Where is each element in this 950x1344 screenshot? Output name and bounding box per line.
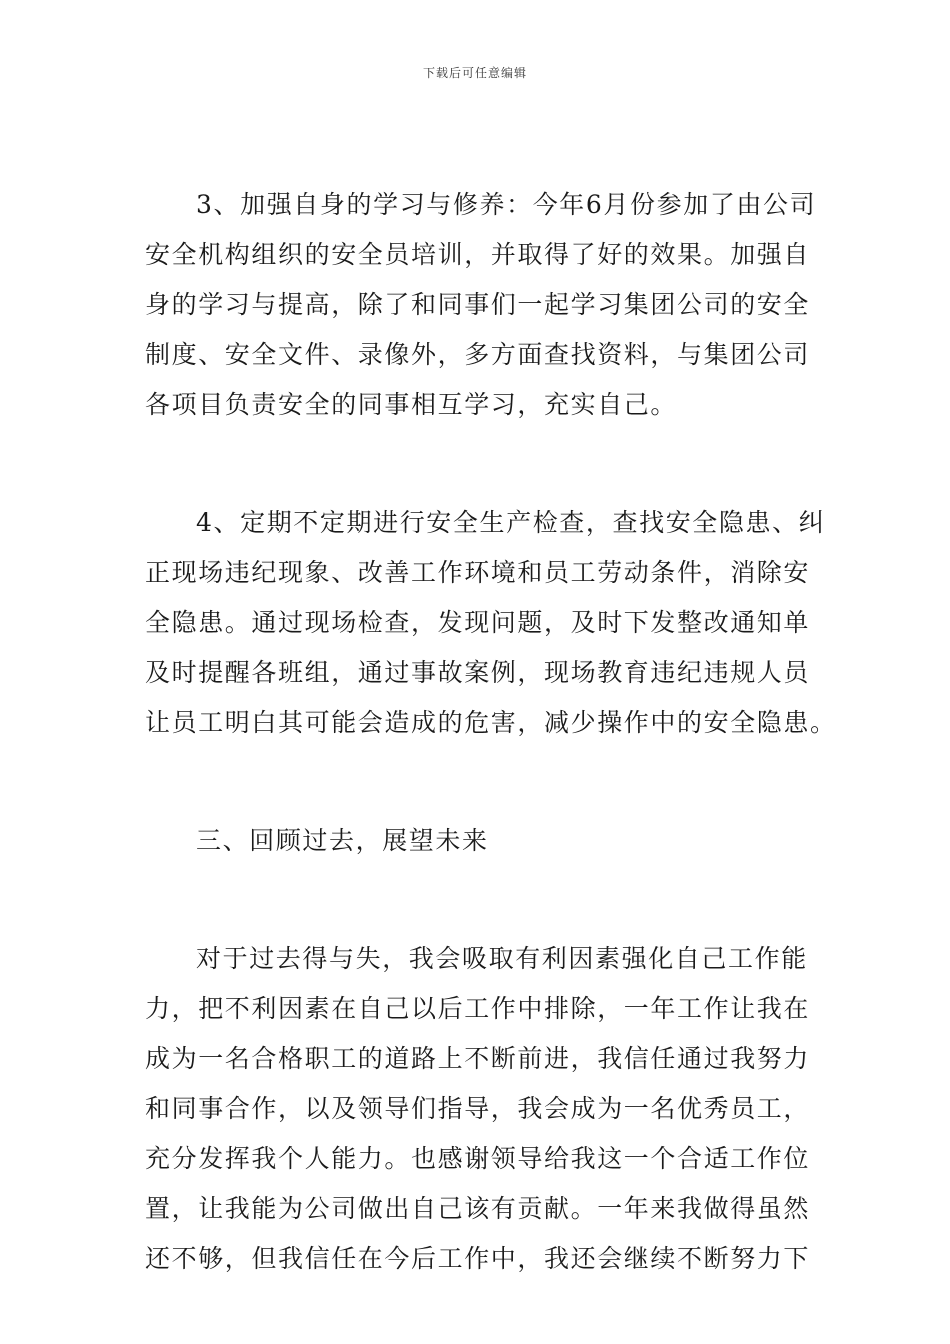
paragraph-self-study [145,180,817,430]
paragraph-line: 全隐患。通过现场检查，发现问题，及时下发整改通知单 [145,608,811,637]
paragraph-line: 安全机构组织的安全员培训，并取得了好的效果。加强自 [145,240,811,269]
paragraph-line: 置，让我能为公司做出自己该有贡献。一年来我做得虽然 [145,1194,811,1223]
page-header: 下载后可任意编辑 [422,66,527,80]
paragraph-line: 3、加强自身的学习与修养：今年6月份参加了由公司 [196,190,817,219]
paragraph-line: 4、定期不定期进行安全生产检查，查找安全隐患、纠 [196,508,826,537]
section-heading-text: 三、回顾过去，展望未来 [196,826,489,855]
paragraph-line: 身的学习与提高，除了和同事们一起学习集团公司的安全 [145,290,811,319]
paragraph-line: 充分发挥我个人能力。也感谢领导给我这一个合适工作位 [145,1144,811,1173]
paragraph-line: 对于过去得与失，我会吸取有利因素强化自己工作能 [196,944,808,973]
section-heading [145,816,810,866]
paragraph-line: 和同事合作，以及领导们指导，我会成为一名优秀员工， [145,1094,811,1123]
document-body [145,180,837,1284]
paragraph-line: 正现场违纪现象、改善工作环境和员工劳动条件，消除安 [145,558,811,587]
paragraph-line: 力，把不利因素在自己以后工作中排除，一年工作让我在 [145,994,811,1023]
paragraph-gap [145,748,810,816]
paragraph-line: 让员工明白其可能会造成的危害，减少操作中的安全隐患。 [145,708,837,737]
paragraph-line: 成为一名合格职工的道路上不断前进，我信任通过我努力 [145,1044,811,1073]
paragraph-gap [145,430,810,498]
paragraph-line: 制度、安全文件、录像外，多方面查找资料，与集团公司 [145,340,811,369]
paragraph-line: 及时提醒各班组，通过事故案例，现场教育违纪违规人员 [145,658,811,687]
paragraph-line: 还不够，但我信任在今后工作中，我还会继续不断努力下 [145,1244,811,1273]
paragraph-line: 各项目负责安全的同事相互学习，充实自己。 [145,390,678,419]
paragraph-gap [145,866,810,934]
paragraph-safety-inspection [145,498,837,748]
paragraph-review-outlook [145,934,810,1284]
